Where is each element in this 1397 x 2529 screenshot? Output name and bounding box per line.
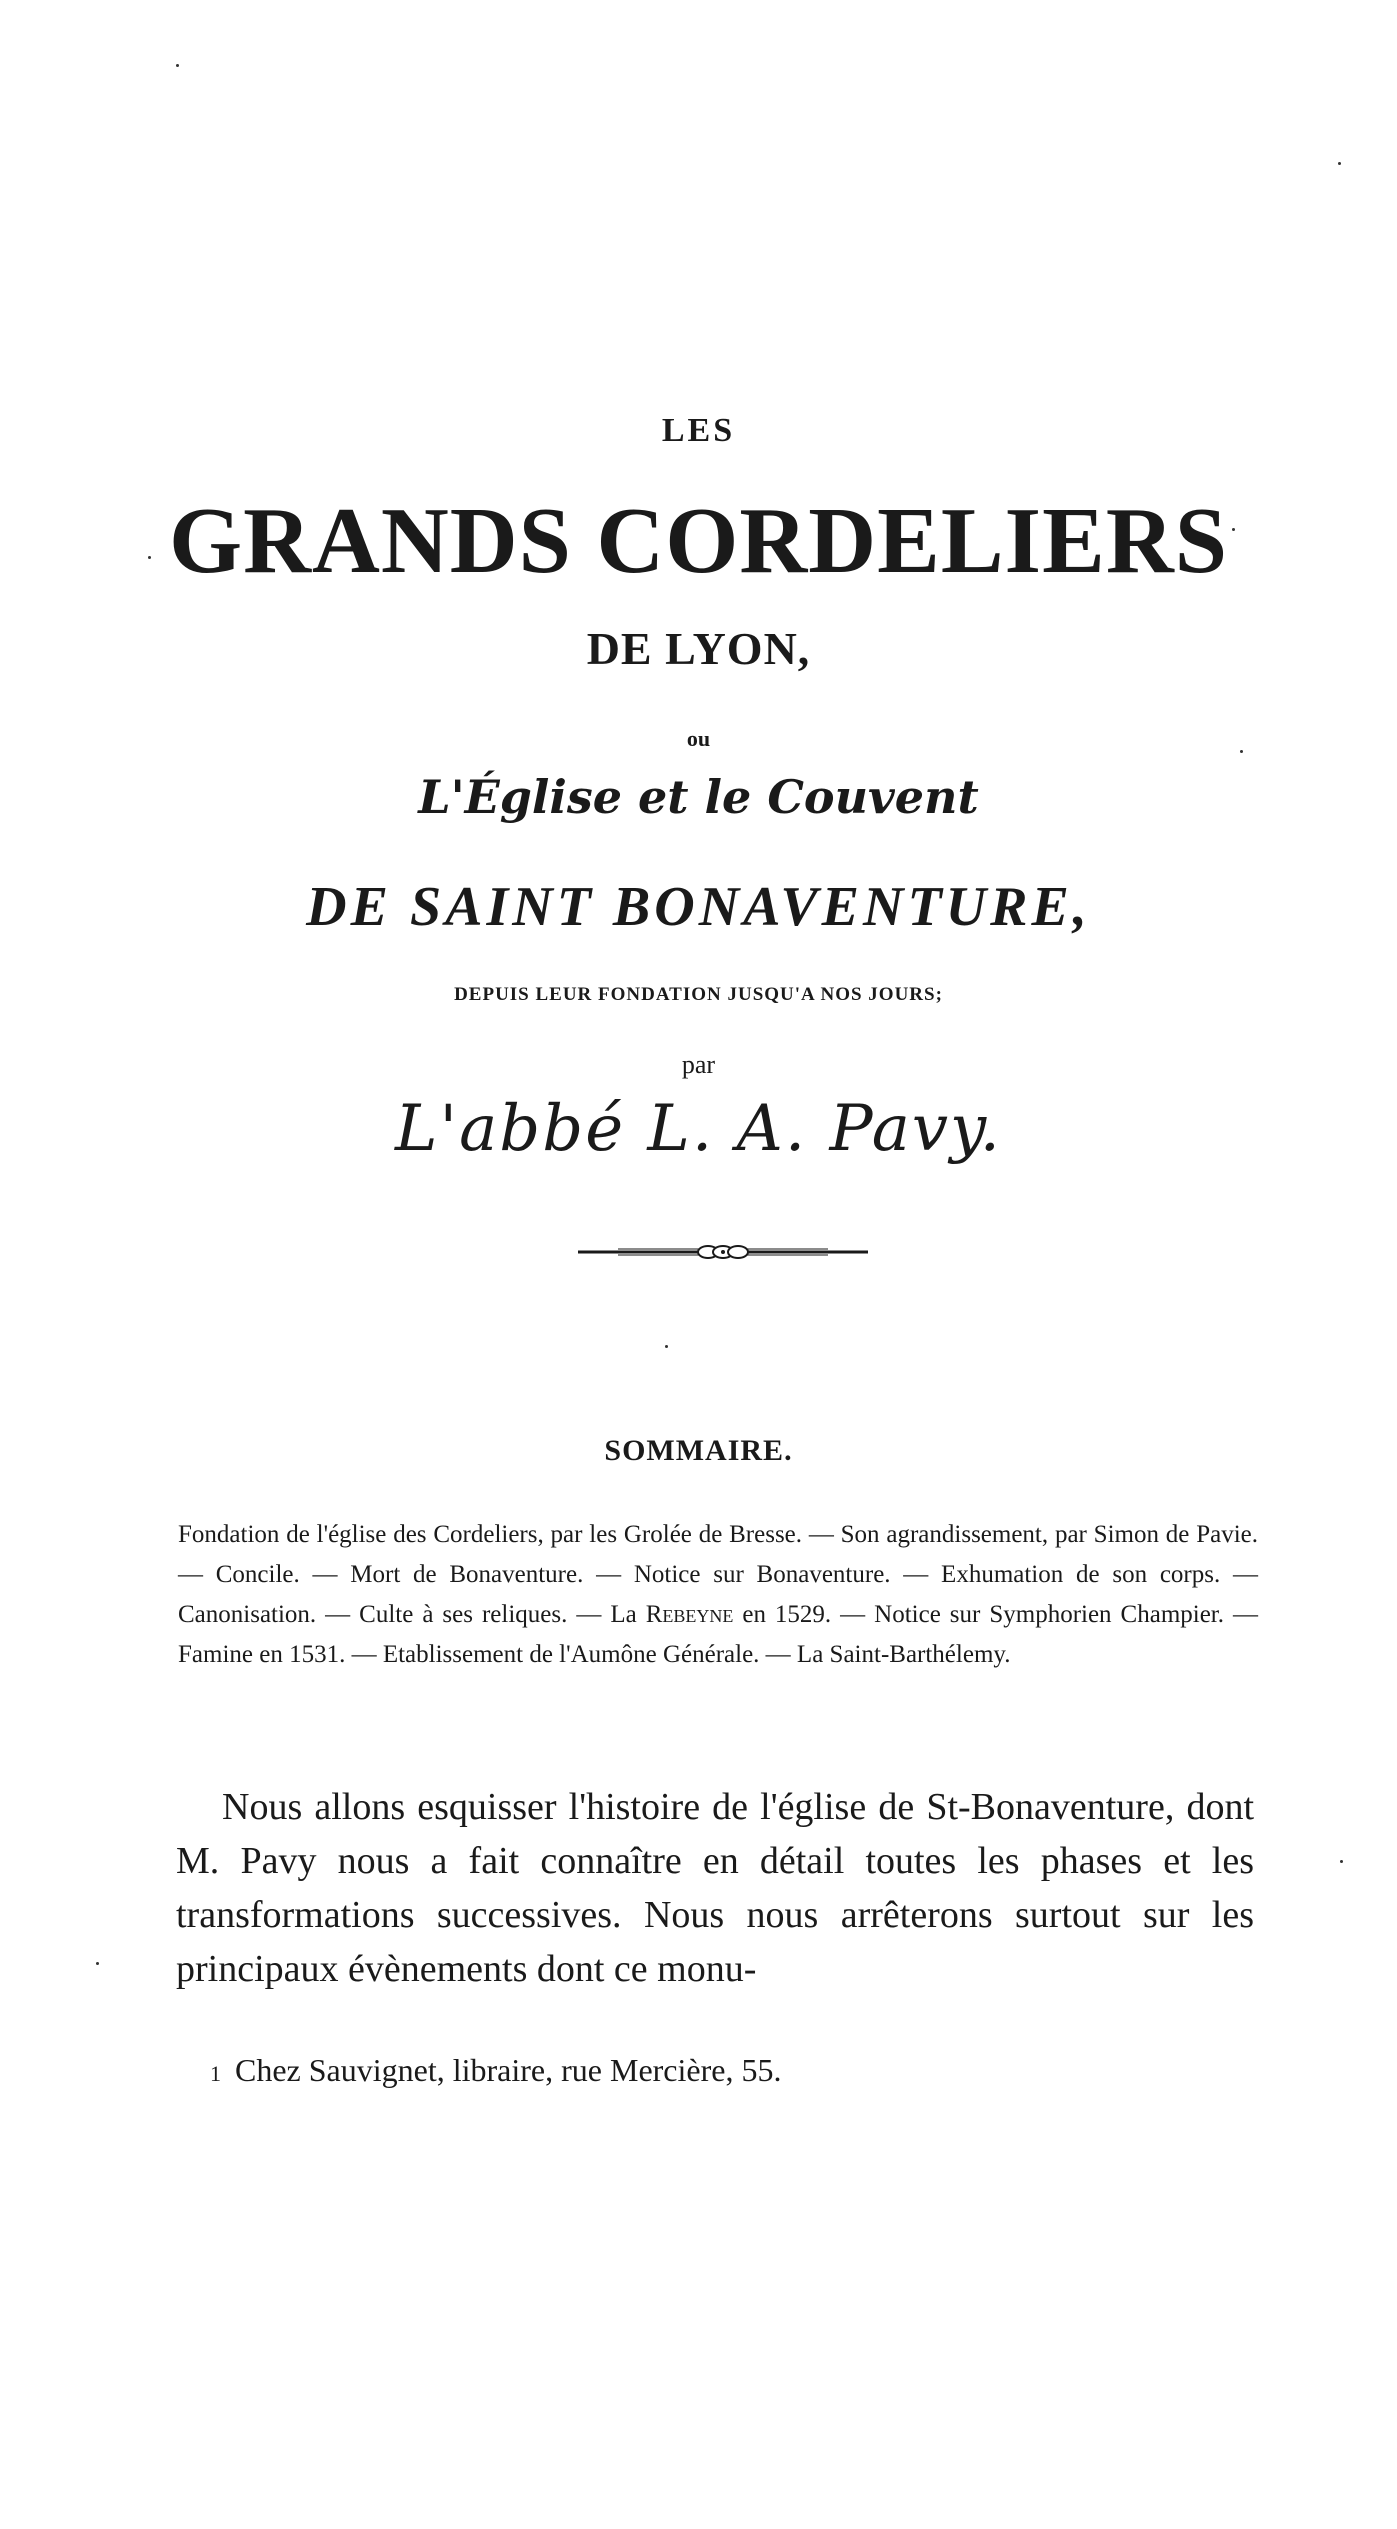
footnote-mark: 1: [210, 2061, 221, 2086]
title-de-lyon: DE LYON,: [586, 623, 811, 674]
title-subtitle: DEPUIS LEUR FONDATION JUSQU'A NOS JOURS;: [454, 984, 943, 1005]
sommaire-text-part-2: en 1529. — Notice sur Symphorien Champier. — Famine en 1531. — Etablissement de l'Aumône Générale. — La Saint-Barthélemy.: [178, 1601, 1258, 1668]
title-eglise: L'Église et le Couvent: [418, 770, 979, 824]
sommaire-text-smallcaps: Rebeyne: [645, 1601, 734, 1628]
title-main: GRANDS CORDELIERS: [168, 489, 1229, 593]
scan-speck: [1338, 162, 1341, 165]
sommaire-heading: SOMMAIRE.: [604, 1434, 793, 1467]
scan-speck: [665, 1345, 668, 1348]
body-paragraph: Nous allons esquisser l'histoire de l'église de St-Bonaventure, dont M. Pavy nous a fait connaître en détail toutes les phases et les transformations successives. Nous nous arrêterons surtout sur les principaux évènements dont ce monu-: [176, 1786, 1254, 1990]
title-ou: ou: [686, 726, 711, 751]
ornament-rule-icon: [578, 1240, 868, 1264]
scan-speck: [1240, 750, 1243, 753]
scan-speck: [148, 556, 151, 559]
scan-speck: [1340, 1860, 1343, 1863]
title-saint-bonaventure: DE SAINT BONAVENTURE,: [306, 876, 1091, 938]
footnote-text: Chez Sauvignet, libraire, rue Mercière, 55.: [235, 2052, 782, 2088]
scan-speck: [1232, 528, 1235, 531]
title-par: par: [681, 1050, 716, 1079]
title-les: LES: [661, 412, 736, 449]
scan-speck: [176, 64, 179, 67]
sommaire-text: [178, 1515, 1258, 1675]
footnote: [210, 2052, 781, 2089]
title-author: L'abbé L. A. Pavy.: [395, 1092, 1002, 1166]
scan-speck: [96, 1962, 99, 1965]
sommaire-text-part-1: Fondation de l'église des Cordeliers, par les Grolée de Bresse. — Son agrandissement, par Simon de Pavie. — Concile. — Mort de Bonaventure. — Notice sur Bonaventure. — Exhumation de son corps. — Canonisation. — Culte à ses reliques. — La: [178, 1521, 1258, 1628]
